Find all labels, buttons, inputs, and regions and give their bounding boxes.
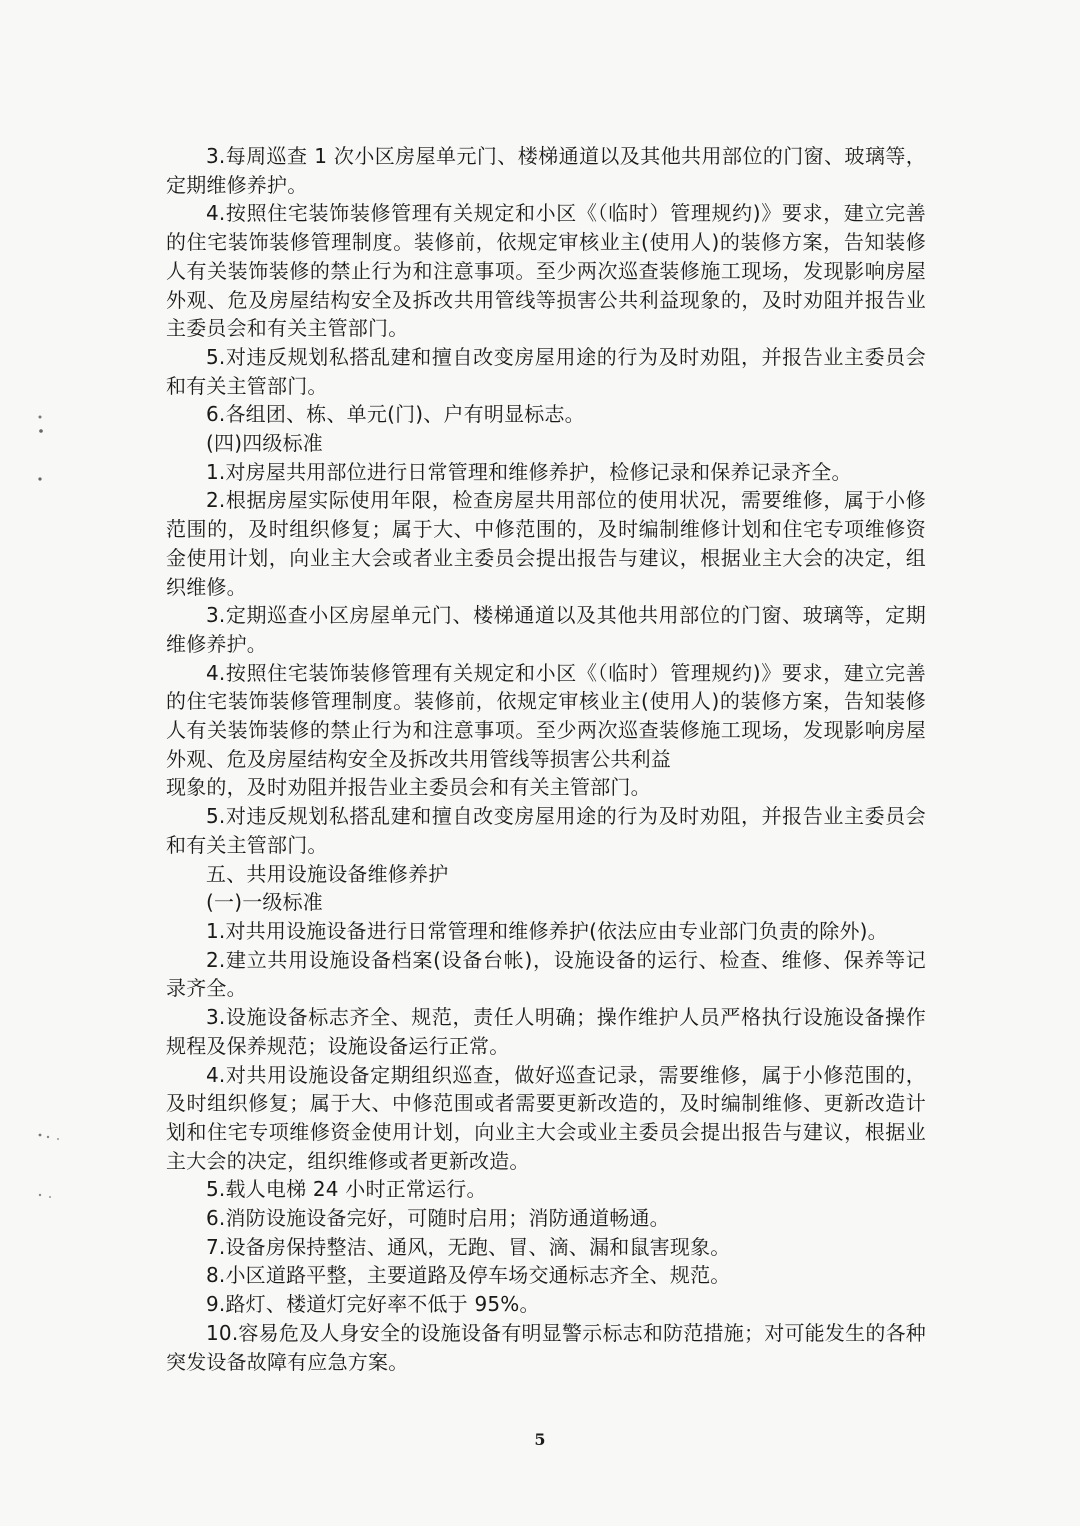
paragraph: 9.路灯、楼道灯完好率不低于 95%。	[206, 1292, 540, 1317]
speck	[39, 1134, 42, 1137]
section-heading: (四)四级标准	[206, 431, 324, 456]
speck	[39, 1194, 41, 1196]
page-number: 5	[534, 1430, 546, 1449]
speck	[57, 1138, 59, 1140]
paragraph: 5.载人电梯 24 小时正常运行。	[206, 1177, 487, 1202]
paragraph-continuation: 现象的，及时劝阻并报告业主委员会和有关主管部门。	[166, 775, 651, 800]
paragraph: 6.各组团、栋、单元(门)、户有明显标志。	[206, 402, 585, 427]
paragraph: 5.对违反规划私搭乱建和擅自改变房屋用途的行为及时劝阻，并报告业主委员会和有关主管部门。	[166, 344, 926, 398]
speck	[39, 416, 42, 419]
paragraph: 8.小区道路平整，主要道路及停车场交通标志齐全、规范。	[206, 1263, 731, 1288]
paragraph: 4.按照住宅装饰装修管理有关规定和小区《（临时）管理规约)》要求，建立完善的住宅装饰装修管理制度。装修前，依规定审核业主(使用人)的装修方案，告知装修人有关装饰装修的禁止行为和注意事项。至少两次巡查装修施工现场，发现影响房屋外观、危及房屋结构安全及拆改共用管线等损害公共利益现象的，及时劝阻并报告业主委员会和有关主管部门。	[166, 201, 926, 341]
document-body	[166, 142, 926, 1376]
paragraph: 2.建立共用设施设备档案(设备台帐)，设施设备的运行、检查、维修、保养等记录齐全。	[166, 947, 926, 1001]
paragraph: 5.对违反规划私搭乱建和擅自改变房屋用途的行为及时劝阻，并报告业主委员会和有关主管部门。	[166, 804, 926, 857]
paragraph: 1.对房屋共用部位进行日常管理和维修养护，检修记录和保养记录齐全。	[206, 459, 852, 484]
section-heading: (一)一级标准	[206, 890, 324, 915]
speck	[39, 429, 43, 433]
paragraph: 7.设备房保持整洁、通风，无跑、冒、滴、漏和鼠害现象。	[206, 1234, 731, 1259]
speck	[47, 1136, 49, 1138]
paragraph: 3.每周巡查 1 次小区房屋单元门、楼梯通道以及其他共用部位的门窗、玻璃等，定期维修养护。	[166, 144, 926, 197]
paragraph: 2.根据房屋实际使用年限，检查房屋共用部位的使用状况，需要维修，属于小修范围的，及时组织修复；属于大、中修范围的，及时编制维修计划和住宅专项维修资金使用计划，向业主大会或者业主委员会提出报告与建议，根据业主大会的决定，组织维修。	[166, 488, 926, 599]
paragraph: 3.设施设备标志齐全、规范，责任人明确；操作维护人员严格执行设施设备操作规程及保养规范；设施设备运行正常。	[166, 1005, 926, 1058]
section-heading: 五、共用设施设备维修养护	[206, 861, 449, 886]
speck	[49, 1196, 51, 1198]
paragraph: 6.消防设施设备完好，可随时启用；消防通道畅通。	[206, 1206, 670, 1231]
paragraph: 4.对共用设施设备定期组织巡查，做好巡查记录，需要维修，属于小修范围的，及时组织修复；属于大、中修范围或者需要更新改造的，及时编制维修、更新改造计划和住宅专项维修资金使用计划，向业主大会或业主委员会提出报告与建议，根据业主大会的决定，组织维修或者更新改造。	[166, 1062, 926, 1173]
speck	[38, 477, 41, 480]
paragraph: 1.对共用设施设备进行日常管理和维修养护(依法应由专业部门负责的除外)。	[206, 918, 888, 943]
paragraph: 10.容易危及人身安全的设施设备有明显警示标志和防范措施；对可能发生的各种突发设备故障有应急方案。	[166, 1320, 926, 1374]
paragraph: 3.定期巡查小区房屋单元门、楼梯通道以及其他共用部位的门窗、玻璃等，定期维修养护。	[166, 603, 926, 656]
paragraph: 4.按照住宅装饰装修管理有关规定和小区《（临时）管理规约)》要求，建立完善的住宅装饰装修管理制度。装修前，依规定审核业主(使用人)的装修方案，告知装修人有关装饰装修的禁止行为和注意事项。至少两次巡查装修施工现场，发现影响房屋外观、危及房屋结构安全及拆改共用管线等损害公共利益	[166, 660, 926, 771]
